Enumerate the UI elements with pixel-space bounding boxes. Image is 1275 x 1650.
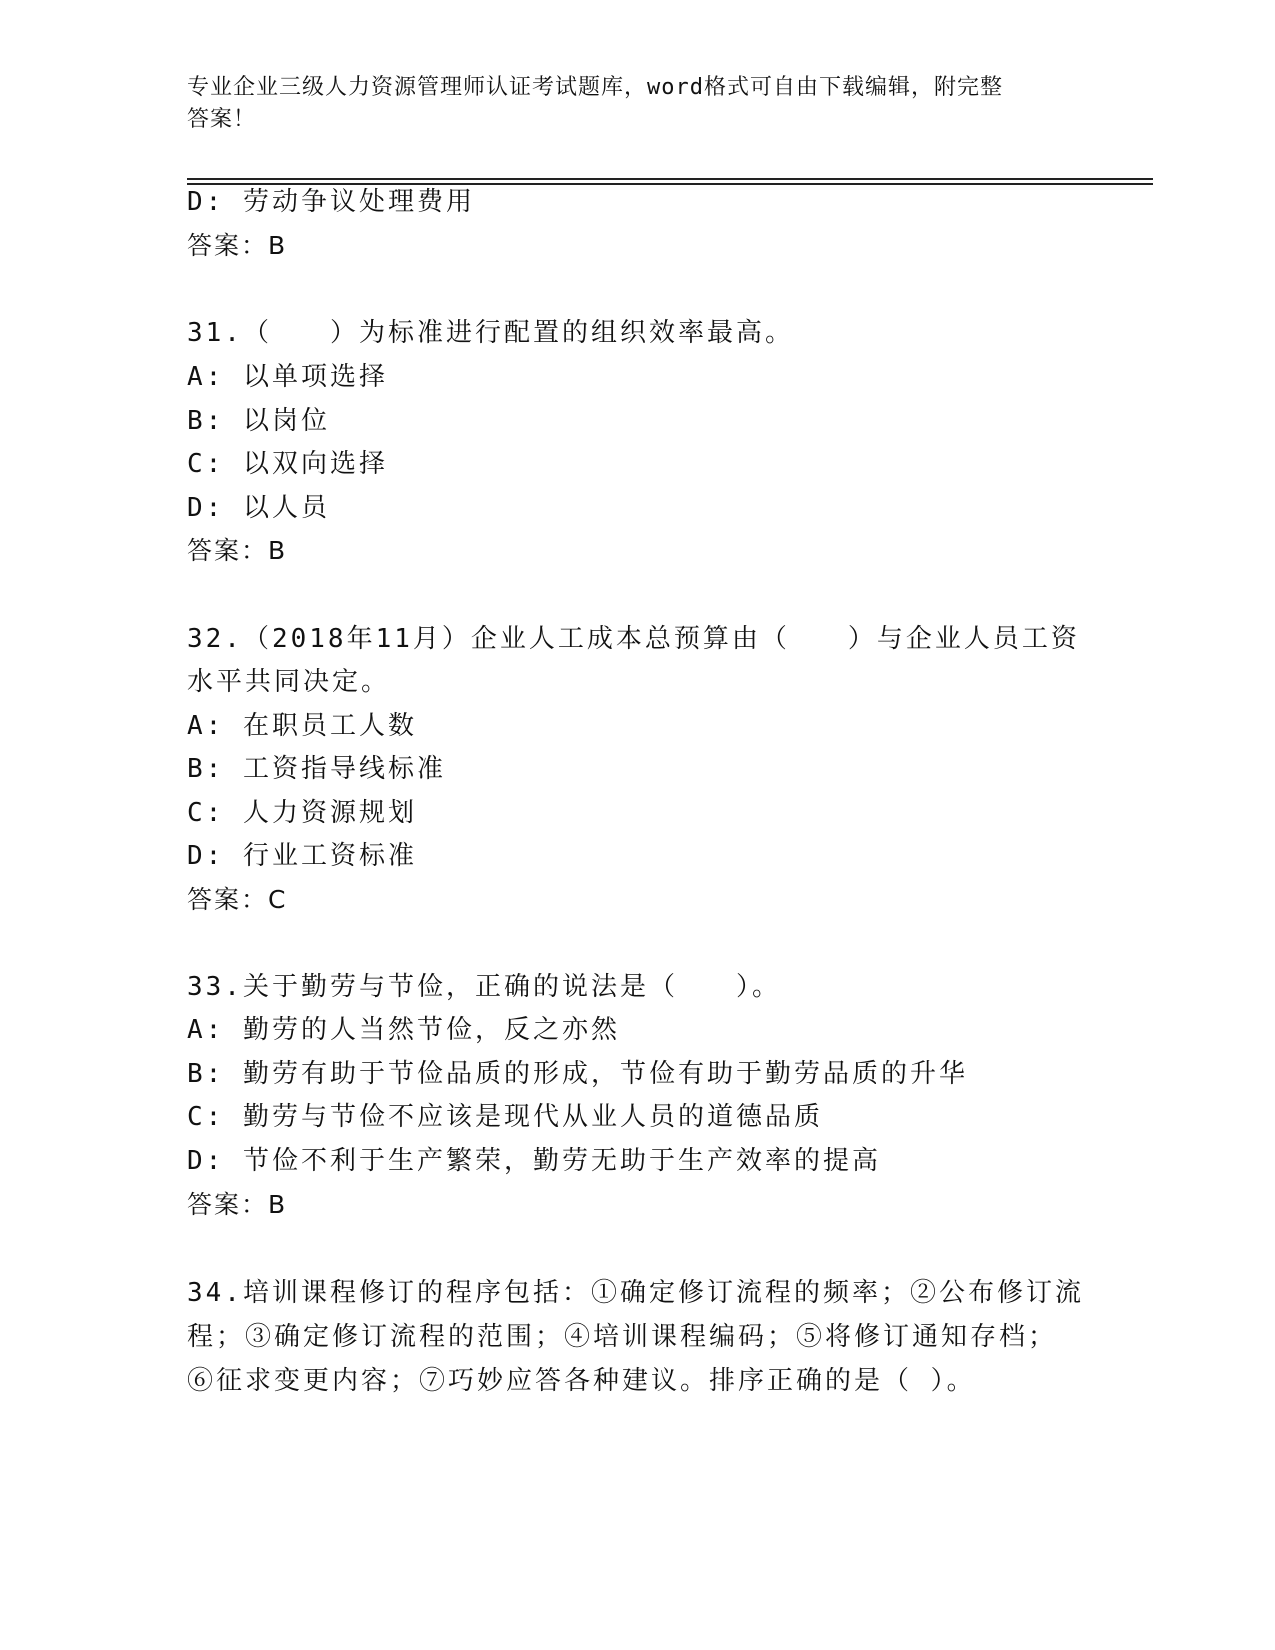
- prev-option-d: D: 劳动争议处理费用: [187, 187, 475, 217]
- q31-answer: 答案：B: [187, 536, 288, 565]
- q32-stem-line-2: 水平共同决定。: [187, 667, 391, 697]
- q31-option-c: C: 以双向选择: [187, 449, 388, 479]
- q33-option-b: B: 勤劳有助于节俭品质的形成，节俭有助于勤劳品质的升华: [187, 1059, 968, 1089]
- q34-stem-line-3: ⑥征求变更内容；⑦巧妙应答各种建议。排序正确的是（ ）。: [187, 1366, 976, 1396]
- q33-option-d: D: 节俭不利于生产繁荣，勤劳无助于生产效率的提高: [187, 1146, 881, 1176]
- q32-option-b: B: 工资指导线标准: [187, 754, 446, 784]
- q31-option-b: B: 以岗位: [187, 406, 330, 436]
- q33-answer: 答案：B: [187, 1190, 288, 1219]
- header-line-1: 专业企业三级人力资源管理师认证考试题库，word格式可自由下载编辑，附完整: [187, 75, 1003, 100]
- prev-answer: 答案：B: [187, 231, 288, 260]
- q32-option-d: D: 行业工资标准: [187, 841, 417, 871]
- q33-option-c: C: 勤劳与节俭不应该是现代从业人员的道德品质: [187, 1102, 823, 1132]
- q32-option-a: A: 在职员工人数: [187, 711, 417, 741]
- q32-option-c: C: 人力资源规划: [187, 798, 417, 828]
- q32-answer: 答案：C: [187, 885, 288, 914]
- header-line-2: 答案！: [187, 107, 257, 132]
- page-header: [187, 72, 1067, 136]
- q31-option-d: D: 以人员: [187, 493, 330, 523]
- q33-option-a: A: 勤劳的人当然节俭，反之亦然: [187, 1015, 620, 1045]
- header-rule-top: [187, 178, 1153, 180]
- q31-option-a: A: 以单项选择: [187, 362, 388, 392]
- q32-stem-line-1: 32.（2018年11月）企业人工成本总预算由（ ）与企业人员工资: [187, 624, 1080, 654]
- q31-stem: 31.（ ）为标准进行配置的组织效率最高。: [187, 318, 794, 348]
- q34-stem-line-2: 程；③确定修订流程的范围；④培训课程编码；⑤将修订通知存档；: [187, 1322, 1058, 1352]
- q33-stem: 33.关于勤劳与节俭，正确的说法是（ ）。: [187, 972, 781, 1002]
- q34-stem-line-1: 34.培训课程修订的程序包括：①确定修订流程的频率；②公布修订流: [187, 1278, 1084, 1308]
